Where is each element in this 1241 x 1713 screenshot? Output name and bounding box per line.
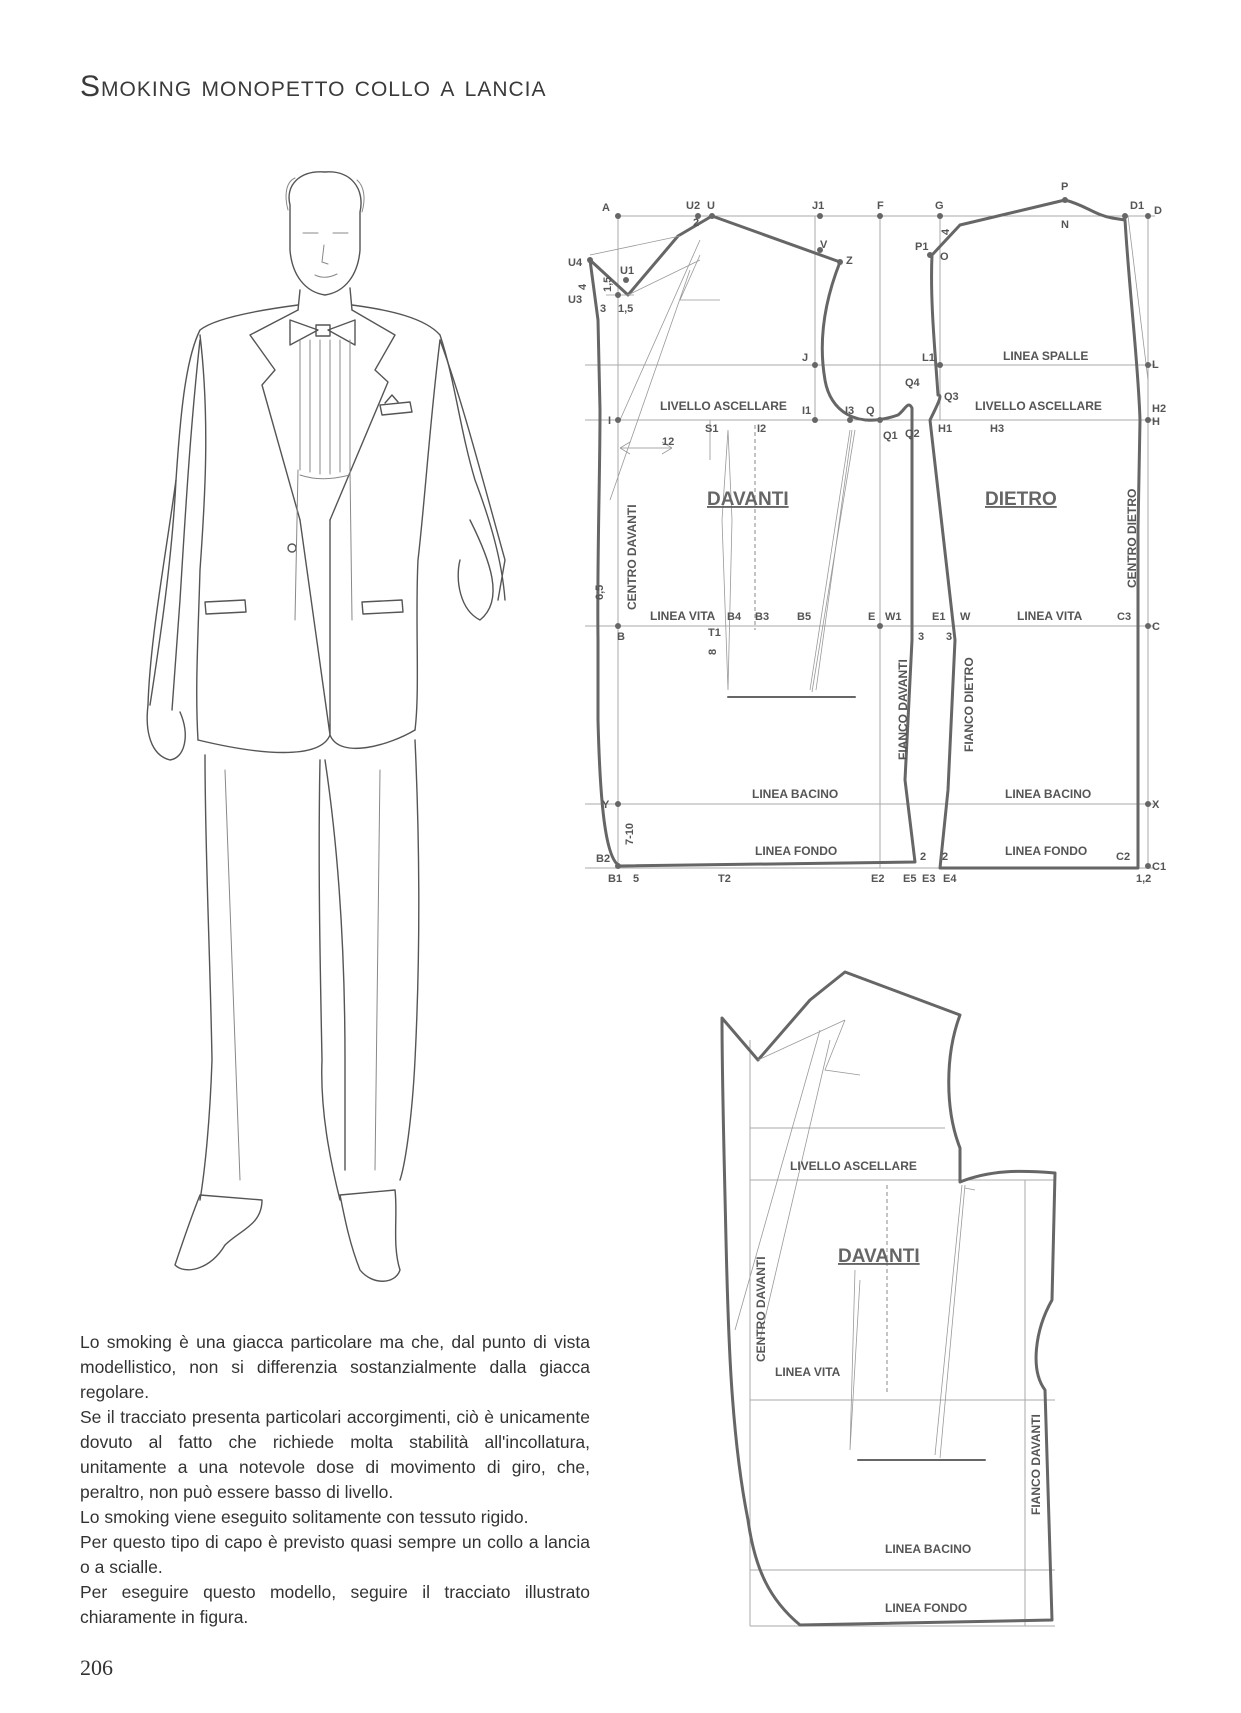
svg-text:E2: E2 (871, 873, 885, 885)
svg-text:H2: H2 (1152, 403, 1167, 415)
svg-text:U1: U1 (620, 265, 635, 277)
svg-text:U2: U2 (686, 200, 701, 212)
hem-line-front-label: LINEA FONDO (755, 844, 838, 858)
paragraph: Per eseguire questo modello, seguire il tracciato illustrato chiaramente in figura. (80, 1582, 590, 1627)
svg-text:7-10: 7-10 (624, 822, 636, 845)
svg-text:E1: E1 (932, 611, 946, 623)
centre-back-label: CENTRO DIETRO (1125, 488, 1139, 588)
page-number: 206 (80, 1655, 113, 1680)
front-section-label: DAVANTI (707, 489, 789, 510)
waist-line-front-label: LINEA VITA (650, 609, 716, 623)
detail-armpit-label: LIVELLO ASCELLARE (790, 1159, 917, 1173)
detail-hip-label: LINEA BACINO (885, 1542, 972, 1556)
hip-line-back-label: LINEA BACINO (1005, 787, 1092, 801)
svg-text:P: P (1061, 181, 1069, 193)
svg-text:Q3: Q3 (944, 391, 959, 403)
svg-text:J: J (802, 352, 809, 364)
svg-text:2: 2 (693, 217, 700, 229)
svg-text:E5: E5 (903, 873, 917, 885)
svg-text:Q2: Q2 (905, 428, 920, 440)
shoulder-line-label: LINEA SPALLE (1003, 349, 1089, 363)
svg-text:F: F (877, 200, 884, 212)
paragraph: Lo smoking è una giacca particolare ma che, dal punto di vista modellistico, non si differenzia sostanzialmente dalla giacca regolare. (80, 1332, 590, 1402)
svg-text:4: 4 (577, 283, 589, 290)
svg-text:L: L (1152, 359, 1159, 371)
armpit-level-front-label: LIVELLO ASCELLARE (660, 399, 787, 413)
svg-text:W: W (960, 611, 971, 623)
svg-text:W1: W1 (885, 611, 902, 623)
svg-text:C: C (1152, 621, 1160, 633)
svg-text:C3: C3 (1117, 611, 1132, 623)
svg-text:S1: S1 (705, 423, 719, 435)
svg-text:A: A (602, 202, 610, 214)
detail-side-front-label: FIANCO DAVANTI (1029, 1414, 1043, 1515)
side-back-label: FIANCO DIETRO (962, 657, 976, 752)
svg-text:Y: Y (602, 799, 610, 811)
svg-text:C1: C1 (1152, 861, 1167, 873)
back-outline (930, 200, 1140, 868)
svg-text:B1: B1 (608, 873, 623, 885)
svg-text:E: E (868, 611, 876, 623)
svg-text:8: 8 (707, 648, 719, 655)
detail-centre-front-label: CENTRO DAVANTI (754, 1256, 768, 1362)
page-title: Smoking monopetto collo a lancia (80, 70, 547, 103)
svg-text:4: 4 (940, 228, 952, 235)
body-text (80, 1330, 590, 1630)
svg-text:H: H (1152, 416, 1160, 428)
hip-line-front-label: LINEA BACINO (752, 787, 839, 801)
svg-text:2: 2 (920, 851, 927, 863)
detail-section-label: DAVANTI (838, 1246, 920, 1267)
svg-text:1,2: 1,2 (1136, 873, 1152, 885)
armpit-level-back-label: LIVELLO ASCELLARE (975, 399, 1102, 413)
svg-text:L1: L1 (922, 352, 935, 364)
svg-text:E3: E3 (922, 873, 936, 885)
construction-grid (585, 216, 1155, 868)
svg-text:D1: D1 (1130, 200, 1145, 212)
svg-text:D: D (1154, 205, 1162, 217)
svg-text:1,5: 1,5 (602, 276, 614, 292)
svg-text:O: O (940, 251, 949, 263)
svg-text:U3: U3 (568, 294, 583, 306)
svg-text:X: X (1152, 799, 1160, 811)
detail-hem-label: LINEA FONDO (885, 1601, 968, 1615)
paragraph: Se il tracciato presenta particolari accorgimenti, ciò è unicamente dovuto al fatto che richiede molta stabilità all'incollatura, unitamente a una notevole dose di movimento di giro, che, peraltro, non può essere basso di livello. (80, 1407, 590, 1502)
svg-text:Q: Q (866, 405, 875, 417)
svg-text:3: 3 (946, 631, 953, 643)
svg-text:N: N (1061, 219, 1069, 231)
point-labels (568, 181, 1166, 885)
svg-text:5: 5 (633, 873, 640, 885)
svg-text:3: 3 (600, 303, 607, 315)
svg-text:I1: I1 (802, 405, 812, 417)
detail-waist-label: LINEA VITA (775, 1365, 841, 1379)
svg-text:P1: P1 (915, 241, 929, 253)
side-front-label: FIANCO DAVANTI (896, 659, 910, 760)
waist-line-back-label: LINEA VITA (1017, 609, 1083, 623)
detail-pattern (722, 972, 1055, 1626)
paragraph: Per questo tipo di capo è previsto quasi sempre un collo a lancia o a scialle. (80, 1532, 590, 1577)
hem-line-back-label: LINEA FONDO (1005, 844, 1088, 858)
svg-text:B5: B5 (797, 611, 812, 623)
svg-text:I3: I3 (845, 405, 855, 417)
svg-text:B2: B2 (596, 853, 611, 865)
paragraph: Lo smoking viene eseguito solitamente con tessuto rigido. (80, 1507, 529, 1527)
svg-text:J1: J1 (812, 200, 825, 212)
svg-text:12: 12 (662, 436, 675, 448)
svg-text:I: I (608, 415, 612, 427)
back-section-label: DIETRO (985, 489, 1057, 510)
svg-text:B3: B3 (755, 611, 770, 623)
svg-text:T1: T1 (708, 627, 721, 639)
svg-text:V: V (820, 239, 828, 251)
svg-text:H1: H1 (938, 423, 953, 435)
svg-text:C2: C2 (1116, 851, 1131, 863)
svg-text:G: G (935, 200, 944, 212)
centre-front-label: CENTRO DAVANTI (625, 504, 639, 610)
svg-text:2: 2 (942, 851, 949, 863)
svg-text:E4: E4 (943, 873, 957, 885)
svg-text:Q4: Q4 (905, 377, 920, 389)
svg-text:Z: Z (846, 255, 853, 267)
svg-text:H3: H3 (990, 423, 1005, 435)
svg-text:3: 3 (918, 631, 925, 643)
svg-text:1,5: 1,5 (618, 303, 634, 315)
svg-text:U4: U4 (568, 257, 583, 269)
svg-text:I2: I2 (757, 423, 767, 435)
svg-text:B: B (617, 631, 625, 643)
svg-text:6,5: 6,5 (594, 584, 606, 600)
svg-text:Q1: Q1 (883, 430, 898, 442)
svg-text:B4: B4 (727, 611, 742, 623)
svg-text:U: U (707, 200, 715, 212)
measure-labels (577, 217, 1151, 885)
svg-text:T2: T2 (718, 873, 731, 885)
